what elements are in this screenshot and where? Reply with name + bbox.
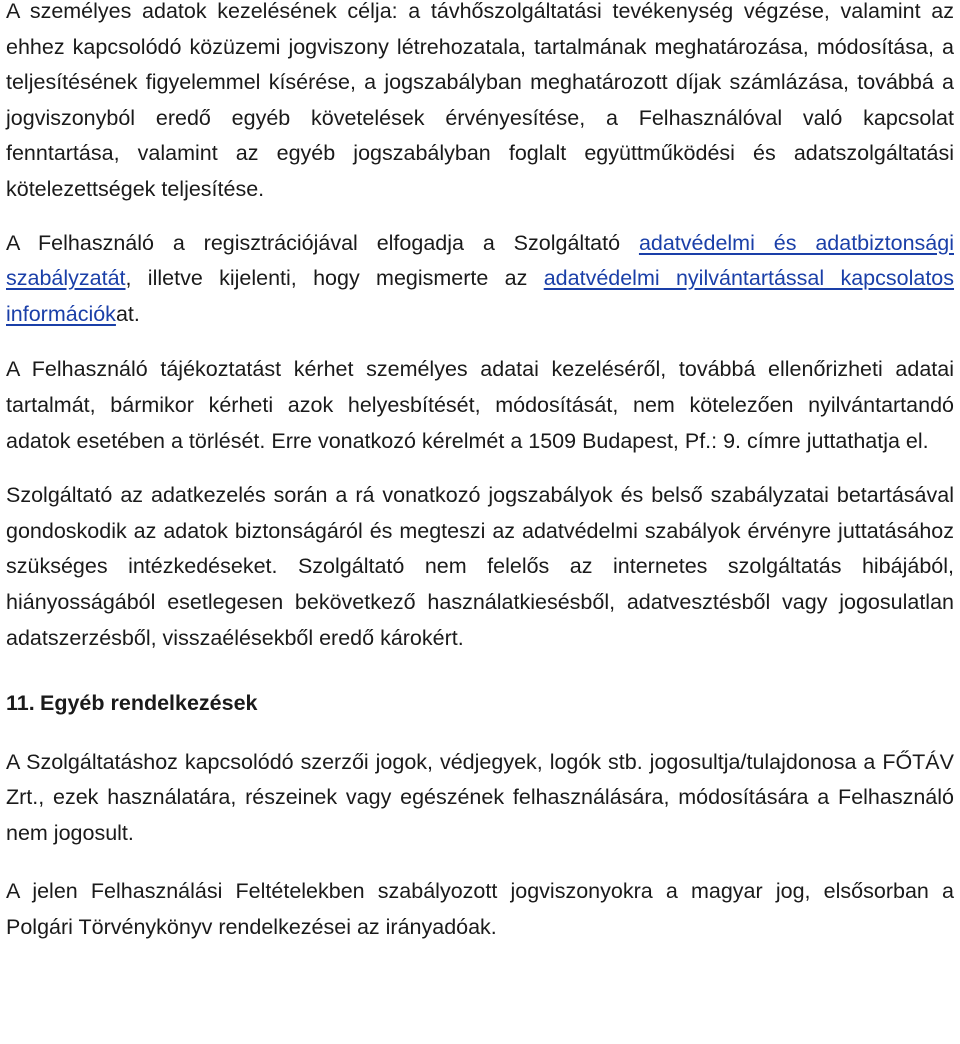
paragraph-governing-law: A jelen Felhasználási Feltételekben szabályozott jogviszonyokra a magyar jog, elsősorban a Polgári Törvénykönyv rendelkezései az irányadóak. bbox=[6, 879, 954, 940]
paragraph-text: at. bbox=[115, 301, 140, 326]
section-heading bbox=[6, 686, 954, 722]
paragraph-provider-liability: Szolgáltató az adatkezelés során a rá vonatkozó jogszabályok és belső szabályzatai betartásával gondoskodik az adatok biztonságáról és megteszi az adatvédelmi szabályok érvényre juttatásához szükséges intézkedéseket. Szolgáltató nem felelős az internetes szolgáltatás hibájából, hiányosságából esetlegesen bekövetkező használatkiesésből, adatvesztésből vagy jogosulatlan adatszerzésből, visszaélésekből eredő károkért. bbox=[6, 483, 954, 650]
paragraph-text: A Felhasználó a regisztrációjával elfogadja a Szolgáltató bbox=[6, 230, 639, 255]
data-register-info-link[interactable]: adatvédelmi nyilvántartással kapcsolatos információk bbox=[6, 266, 955, 326]
section-title: Egyéb rendelkezések bbox=[40, 691, 258, 716]
paragraph-data-processing-purpose: A személyes adatok kezelésének célja: a távhőszolgáltatási tevékenység végzése, valamint az ehhez kapcsolódó közüzemi jogviszony létrehozatala, tartalmának meghatározása, módosítása, a teljesítésének figyelemmel kísérése, a jogszabályban meghatározott díjak számlázása, továbbá a jogviszonyból eredő egyéb követelések érvényesítése, a Felhasználóval való kapcsolat fenntartása, valamint az egyéb jogszabályban foglalt együttműködési és adatszolgáltatási kötelezettségek teljesítése. bbox=[6, 0, 954, 201]
paragraph-copyright: A Szolgáltatáshoz kapcsolódó szerzői jogok, védjegyek, logók stb. jogosultja/tulajdonosa a FŐTÁV Zrt., ezek használatára, részeinek vagy egészének felhasználására, módosítására a Felhasználó nem jogosult. bbox=[6, 749, 954, 845]
paragraph-registration-consent bbox=[6, 226, 954, 333]
paragraph-text: , illetve kijelenti, hogy megismerte az bbox=[125, 266, 544, 291]
document-body bbox=[6, 0, 954, 946]
paragraph-information-request: A Felhasználó tájékoztatást kérhet személyes adatai kezeléséről, továbbá ellenőrizheti adatai tartalmát, bármikor kérheti azok helyesbítését, módosítását, nem kötelezően nyilvántartandó adatok esetében a törlését. Erre vonatkozó kérelmét a 1509 Budapest, Pf.: 9. címre juttathatja el. bbox=[6, 357, 954, 453]
privacy-policy-link[interactable]: adatvédelmi és adatbiztonsági szabályzatát bbox=[6, 230, 954, 291]
section-number: 11. bbox=[6, 691, 35, 716]
